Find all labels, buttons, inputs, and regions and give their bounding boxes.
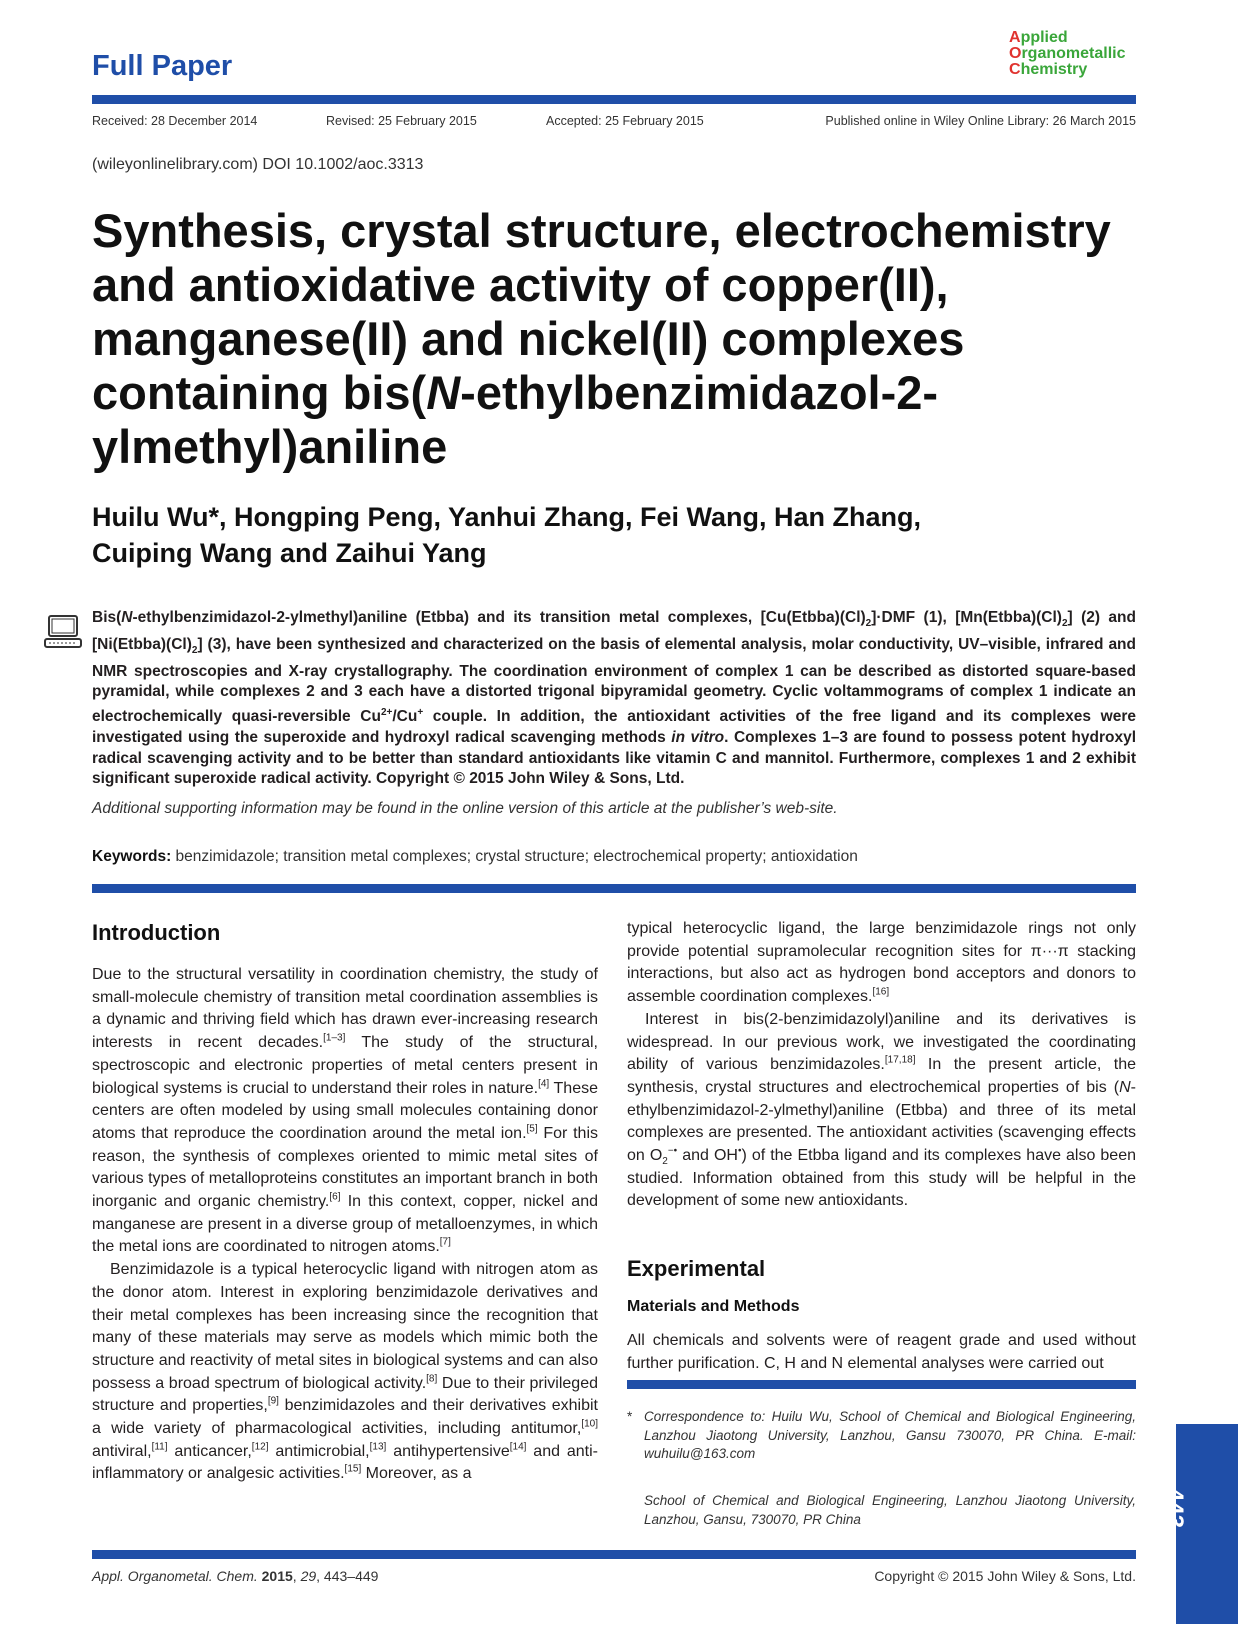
materials-subheading: Materials and Methods	[627, 1298, 800, 1315]
intro-paragraph-2: Benzimidazole is a typical heterocyclic ligand with nitrogen atom as the donor atom. Interest in exploring benzimidazole derivatives and their metal complexes has been increasing since the recognition that many of these materials may serve as models which mimic both the structure and reactivity of metal sites in biological systems and can also possess a broad spectrum of biological activity.[8] Due to their privileged structure and properties,[9] benzimidazoles and their derivatives exhibit a wide variety of pharmacological activities, including antitumor,[10] antiviral,[11] anticancer,[12] antimicrobial,[13] antihypertensive[14] and anti-inflammatory or analgesic activities.[15] Moreover, as a	[92, 1261, 599, 1483]
logo-letter: C	[1009, 61, 1021, 78]
correspondence-rule	[627, 1380, 1136, 1389]
logo-letter: A	[1009, 29, 1021, 46]
journal-citation: Appl. Organometal. Chem. 2015, 29, 443–449	[92, 1568, 379, 1584]
correspondence-text: Correspondence to: Huilu Wu, School of Chemical and Biological Engineering, Lanzhou Jiaotong University, Lanzhou, Gansu 730070, PR China. E-mail: wuhuilu@163.com	[644, 1409, 1136, 1461]
logo-text: pplied	[1020, 29, 1068, 46]
intro-paragraph-1: Due to the structural versatility in coordination chemistry, the study of small-molecule chemistry of transition metal coordination assemblies is a dynamic and thriving field which has drawn ever-increasing research interests in recent decades.[1–3] The study of the structural, spectroscopic and electronic properties of metal centers present in biological systems is crucial to understand their roles in nature.[4] These centers are often modeled by using small molecules containing donor atoms that reproduce the coordination around the metal ion.[5] For this reason, the synthesis of complexes oriented to mimic metal sites of various types of metalloproteins constitutes an important branch in both inorganic and organic chemistry.[6] In this context, copper, nickel and manganese are present in a diverse group of metalloenzymes, in which the metal ions are coordinated to nitrogen atoms.[7]	[92, 966, 599, 1256]
logo-text: rganometallic	[1021, 45, 1126, 62]
revised-date: Revised: 25 February 2015	[326, 114, 477, 128]
abstract: Bis(N-ethylbenzimidazol-2-ylmethyl)aniline (Etbba) and its transition metal complexes, $[Cu(Etbba)(Cl)_2]\cdot DMF$ (1), $[Mn(Etbba)(Cl)_2]$ (2) and $[Ni(Etbba)(Cl)_2]$ (3), have been synthesized and characterized on the basis of elemental analysis, molar conductivity, UV–visible, infrared and NMR spectroscopies and X-ray crystallography. The coordination environment of complex 1 can be described as distorted square-based pyramidal, while complexes 2 and 3 each have a distorted trigonal bipyramidal geometry. Cyclic voltammograms of complex 1 indicate an electrochemically quasi-reversible $Cu^{2+}/Cu^+$ couple. In addition, the antioxidant activities of the free ligand and its complexes were investigated using the superoxide and hydroxyl radical scavenging methods in vitro. Complexes 1–3 are found to possess potent hydroxyl radical scavenging activity and to be better than standard antioxidants like vitamin C and mannitol. Furthermore, complexes 1 and 2 exhibit significant superoxide radical activity. Copyright © 2015 John Wiley & Sons, Ltd.	[92, 609, 1136, 788]
correspondence-note	[627, 1408, 1136, 1464]
supporting-info-note: Additional supporting information may be found in the online version of this article at the publisher’s web-site.	[92, 800, 838, 817]
affiliation-note: School of Chemical and Biological Engineering, Lanzhou Jiaotong University, Lanzhou, Gansu, 730070, PR China	[644, 1493, 1136, 1527]
materials-paragraph: All chemicals and solvents were of reagent grade and used without further purification. C, H and N elemental analyses were carried out	[627, 1332, 1136, 1372]
introduction-heading: Introduction	[92, 920, 221, 945]
doi-link[interactable]: (wileyonlinelibrary.com) DOI 10.1002/aoc.3313	[92, 156, 424, 173]
intro-paragraph-2-cont: typical heterocyclic ligand, the large benzimidazole rings not only provide potential supramolecular recognition sites for π···π stacking interactions, but also act as hydrogen bond acceptors and donors to assemble coordination complexes.[16]	[627, 920, 1136, 1006]
author-list: Huilu Wu*, Hongping Peng, Yanhui Zhang, Fei Wang, Han Zhang, Cuiping Wang and Zaihui Yang	[92, 502, 921, 568]
experimental-heading: Experimental	[627, 1256, 766, 1281]
journal-logo[interactable]	[1009, 30, 1125, 78]
page-number: 443	[1161, 1488, 1188, 1529]
computer-icon	[44, 614, 82, 650]
keywords: Keywords: benzimidazole; transition metal complexes; crystal structure; electrochemical property; antioxidation	[92, 848, 858, 865]
published-date: Published online in Wiley Online Library: 26 March 2015	[825, 114, 1136, 128]
section-label: Full Paper	[92, 50, 233, 82]
header-rule	[92, 95, 1136, 104]
article-dates	[92, 114, 1136, 132]
abstract-rule	[92, 884, 1136, 893]
footer-copyright: Copyright © 2015 John Wiley & Sons, Ltd.	[874, 1568, 1136, 1584]
article-title: Synthesis, crystal structure, electrochemistry and antioxidative activity of copper(II), manganese(II) and nickel(II) complexes containing bis(N-ethylbenzimidazol-2-ylmethyl)aniline	[92, 204, 1111, 473]
footer-rule	[92, 1550, 1136, 1559]
received-date: Received: 28 December 2014	[92, 114, 258, 128]
right-column	[627, 918, 1136, 1213]
footnote-marker: *	[627, 1409, 633, 1424]
accepted-date: Accepted: 25 February 2015	[546, 114, 704, 128]
left-column	[92, 964, 598, 1486]
intro-paragraph-3: Interest in bis(2-benzimidazolyl)aniline and its derivatives is widespread. In our previous work, we investigated the coordinating ability of various benzimidazoles.[17,18] In the present article, the synthesis, crystal structures and electrochemical properties of bis (N-ethylbenzimidazol-2-ylmethyl)aniline (Etbba) and three of its metal complexes are presented. The antioxidant activities (scavenging effects on $O_2^{-•}$ and OH•) of the Etbba ligand and its complexes have also been studied. Information obtained from this study will be helpful in the development of some new antioxidants.	[627, 1010, 1137, 1210]
logo-letter: O	[1009, 45, 1022, 62]
logo-text: hemistry	[1020, 61, 1088, 78]
